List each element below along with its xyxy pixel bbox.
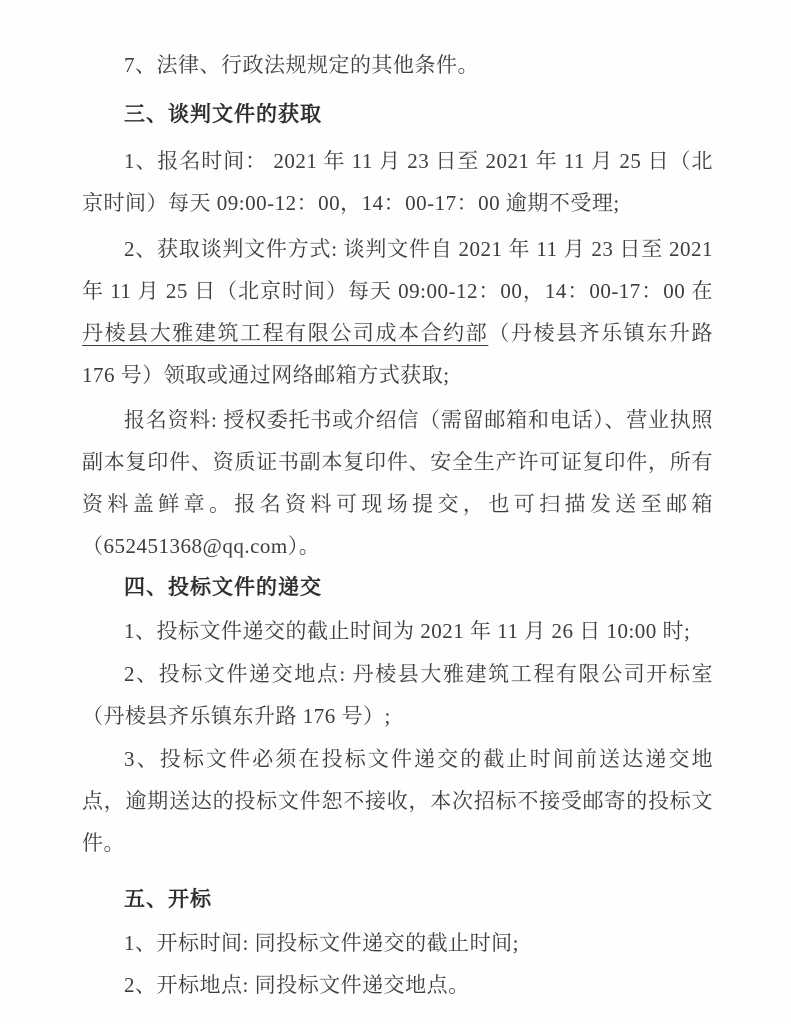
underlined-company-department: 丹棱县大雅建筑工程有限公司成本合约部 [82, 321, 489, 345]
paragraph-submission-rules: 3、投标文件必须在投标文件递交的截止时间前送达递交地点，逾期送达的投标文件恕不接收，本次招标不接受邮寄的投标文件。 [82, 747, 713, 855]
paragraph-submission-location: 2、投标文件递交地点: 丹棱县大雅建筑工程有限公司开标室（丹棱县齐乐镇东升路 176 号）; [82, 662, 713, 728]
paragraph-registration-time: 1、报名时间： 2021 年 11 月 23 日至 2021 年 11 月 25 日（北京时间）每天 09:00-12：00，14：00-17：00 逾期不受理; [82, 149, 713, 215]
paragraph-other-legal-conditions: 7、法律、行政法规规定的其他条件。 [124, 53, 479, 77]
text-segment-before-company: 2、获取谈判文件方式: 谈判文件自 2021 年 11 月 23 日至 2021 年 11 月 25 日（北京时间）每天 09:00-12：00，14：00-17：00 在 [82, 237, 713, 303]
section-heading-negotiation-document-acquisition: 三、谈判文件的获取 [124, 103, 322, 126]
section-heading-bid-opening: 五、开标 [124, 888, 212, 911]
paragraph-bid-opening-location: 2、开标地点: 同投标文件递交地点。 [124, 973, 470, 997]
section-heading-bid-submission: 四、投标文件的递交 [124, 576, 322, 599]
text-segment-after-company: （丹棱县齐乐镇东升路 176 号）领取或通过网络邮箱方式获取; [82, 321, 714, 387]
document-content [82, 44, 713, 1006]
paragraph-bid-opening-time: 1、开标时间: 同投标文件递交的截止时间; [124, 931, 519, 955]
paragraph-document-acquisition-method [82, 228, 713, 396]
paragraph-registration-materials: 报名资料: 授权委托书或介绍信（需留邮箱和电话）、营业执照副本复印件、资质证书副本复印件、安全生产许可证复印件，所有资料盖鲜章。报名资料可现场提交，也可扫描发送至邮箱（652451368@qq.com）。 [82, 408, 713, 558]
paragraph-submission-deadline: 1、投标文件递交的截止时间为 2021 年 11 月 26 日 10:00 时; [124, 619, 691, 643]
